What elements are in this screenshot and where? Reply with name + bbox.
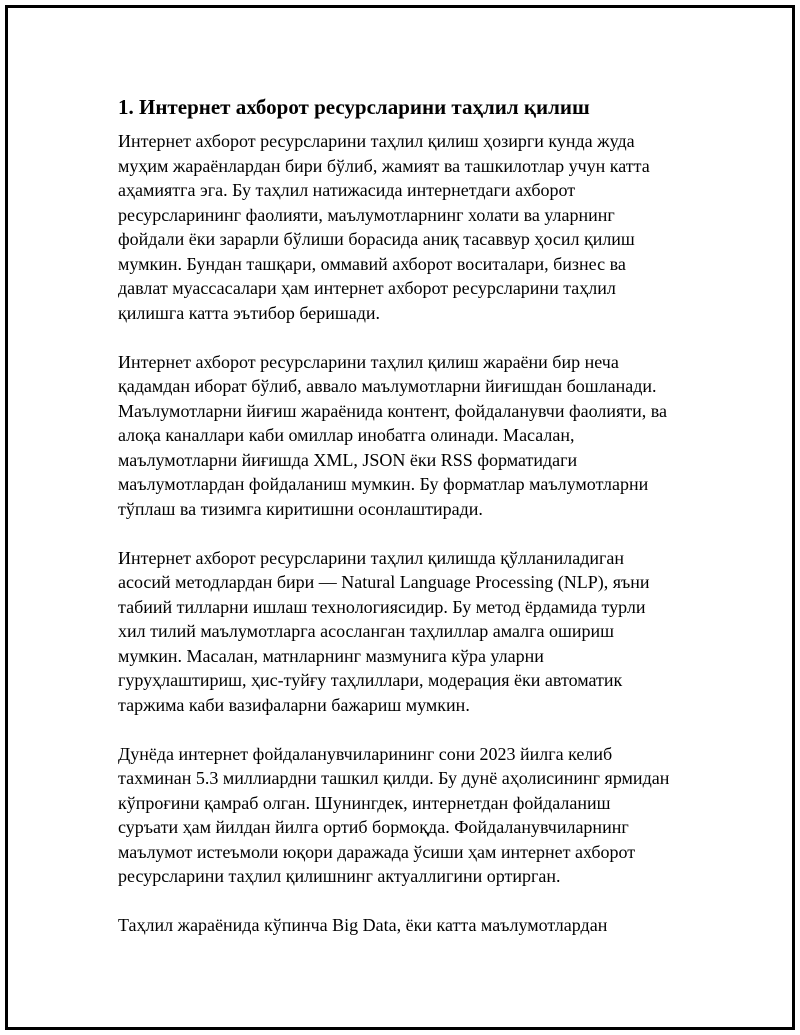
text-line: аҳамиятга эга. Бу таҳлил натижасида интернетдаги ахборот: [118, 180, 576, 200]
text-line: хил тилий маълумотларга асосланган таҳлиллар амалга ошириш: [118, 621, 615, 641]
text-line: алоқа каналлари каби омиллар инобатга олинади. Масалан,: [118, 425, 575, 445]
text-line: қилишга катта эътибор беришади.: [118, 302, 381, 323]
text-line: мумкин. Масалан, матнларнинг мазмунига кўра уларни: [118, 645, 544, 666]
text-line: Интернет ахборот ресурсларини таҳлил қилиш ҳозирги кунда жуда: [118, 131, 635, 151]
paragraph-5: [118, 913, 698, 938]
paragraph-2: [118, 350, 698, 522]
text-line: кўпроғини қамраб олган. Шунингдек, интернетдан фойдаланиш: [118, 792, 611, 813]
text-line: муҳим жараёнлардан бири бўлиб, жамият ва ташкилотлар учун катта: [118, 155, 650, 176]
text-line: маълумот истеъмоли юқори даражада ўсиши ҳам интернет ахборот: [118, 841, 636, 862]
text-line: Дунёда интернет фойдаланувчиларининг сони 2023 йилга келиб: [118, 743, 613, 764]
text-line: табиий тилларни ишлаш технологиясидир. Бу метод ёрдамида турли: [118, 596, 646, 617]
text-line: маълумотларни йиғишда XML, JSON ёки RSS форматидаги: [118, 449, 578, 470]
text-line: Интернет ахборот ресурсларини таҳлил қилишда қўлланиладиган: [118, 547, 625, 568]
section-heading: 1. Интернет ахборот ресурсларини таҳлил қилиш: [118, 95, 590, 119]
text-line: маълумотлардан фойдаланиш мумкин. Бу форматлар маълумотларни: [118, 474, 649, 494]
text-line: гуруҳлаштириш, ҳис-туйғу таҳлиллари, модерация ёки автоматик: [118, 670, 623, 690]
text-line: фойдали ёки зарарли бўлиши борасида аниқ тасаввур ҳосил қилиш: [118, 229, 635, 249]
text-line: давлат муассасалари ҳам интернет ахборот ресурсларини таҳлил: [118, 278, 616, 298]
text-line: тўплаш ва тизимга киритишни осонлаштиради.: [118, 498, 483, 519]
text-line: тахминан 5.3 миллиардни ташкил қилди. Бу дунё аҳолисининг ярмидан: [118, 768, 670, 788]
document-content: [118, 93, 698, 962]
text-line: Таҳлил жараёнида кўпинча Big Data, ёки катта маълумотлардан: [118, 915, 608, 935]
text-line: қадамдан иборат бўлиб, аввало маълумотларни йиғишдан бошланади.: [118, 376, 657, 396]
paragraph-1: [118, 129, 698, 325]
text-line: ресурсларини таҳлил қилишнинг актуаллигини ортирган.: [118, 866, 561, 886]
text-line: ресурсларининг фаолияти, маълумотларнинг холати ва уларнинг: [118, 204, 615, 225]
text-line: Интернет ахборот ресурсларини таҳлил қилиш жараёни бир неча: [118, 351, 619, 372]
text-line: Маълумотларни йиғиш жараёнида контент, фойдаланувчи фаолияти, ва: [118, 400, 668, 421]
paragraph-3: [118, 546, 698, 718]
paragraph-4: [118, 742, 698, 889]
text-line: мумкин. Бундан ташқари, оммавий ахборот воситалари, бизнес ва: [118, 253, 626, 274]
text-line: асосий методлардан бири — Natural Language Processing (NLP), яъни: [118, 572, 650, 592]
text-line: таржима каби вазифаларни бажариш мумкин.: [118, 694, 470, 715]
text-line: суръати ҳам йилдан йилга ортиб бормоқда. Фойдаланувчиларнинг: [118, 817, 629, 837]
